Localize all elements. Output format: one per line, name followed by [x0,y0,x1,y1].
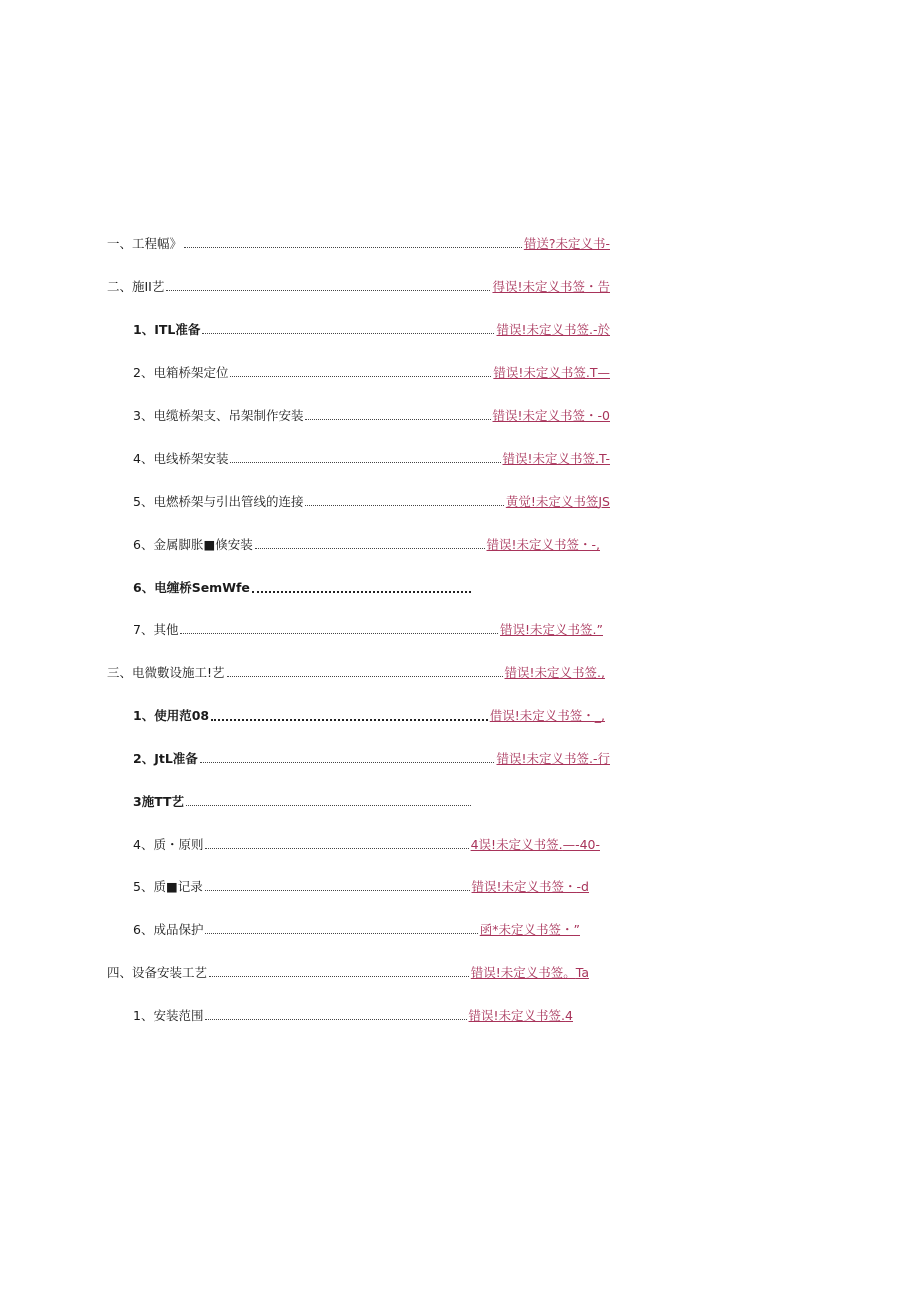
toc-entry[interactable] [133,750,610,768]
toc-entry-ref[interactable]: 错误!未定义书签. [493,365,590,380]
toc-entry-page: _, [594,708,605,723]
toc-entry-label: 6、成品保护 [133,922,204,937]
toc-entry-label: 3施TT艺 [133,794,185,809]
toc-entry[interactable] [133,836,600,854]
toc-entry[interactable] [133,921,580,939]
toc-entry-label: 5、质■记录 [133,879,203,894]
toc-entry-label: 四、设备安装工艺 [107,965,208,980]
dot-leader [255,536,485,549]
toc-entry-label: 二、施II艺 [107,279,165,294]
toc-entry-label: 4、电线桥架安装 [133,451,229,466]
toc-entry-ref[interactable]: 函*未定义书签・ [479,922,574,937]
toc-entry[interactable] [133,878,589,896]
toc-entry-label: 6、金属脚胀■倏安装 [133,537,253,552]
dot-leader [166,278,490,291]
toc-entry-ref[interactable]: 错误!未定义书签。 [470,965,576,980]
toc-entry-ref[interactable]: 错误!未定义书签. [468,1008,566,1023]
toc-entry-ref[interactable]: 错误!未定义书签 [492,408,586,423]
toc-entry[interactable] [107,235,610,253]
dot-leader [211,707,488,721]
toc-entry-label: 1、ITL准备 [133,322,201,337]
toc-entry[interactable] [133,536,600,554]
dot-leader [209,964,469,977]
toc-entry-page: JS [598,494,610,509]
toc-entry-label: 5、电燃桥架与引出管线的连接 [133,494,304,509]
toc-entry[interactable] [107,664,605,682]
dot-leader [205,1007,466,1020]
toc-entry[interactable] [133,621,603,639]
dot-leader [205,921,477,934]
dot-leader [184,235,522,248]
toc-entry-page: T— [589,365,610,380]
toc-entry-ref[interactable]: 4误!未定义书签. [470,837,563,852]
toc-entry[interactable] [107,964,589,982]
toc-entry-ref[interactable]: 错送?未定义书 [523,236,606,251]
toc-entry-label: 2、电箱桥架定位 [133,365,229,380]
toc-entry-page: -行 [592,751,610,766]
toc-entry-label: 一、工程幅》 [107,236,183,251]
dot-leader [205,878,470,891]
toc-entry[interactable] [107,278,610,296]
toc-entry-ref[interactable]: 错误!未定义书签・ [471,879,577,894]
dot-leader [186,793,471,806]
toc-entry-ref[interactable]: 错误!未定义书签. [504,665,602,680]
dot-leader [230,450,500,463]
toc-entry[interactable] [133,450,610,468]
toc-entry[interactable] [133,1007,573,1025]
toc-entry-page: -, [591,537,600,552]
toc-entry-page: 4 [565,1008,573,1023]
toc-entry[interactable] [133,579,473,597]
dot-leader [252,579,471,593]
toc-entry-ref[interactable]: 错误!未定义书签・ [486,537,592,552]
toc-entry-label: 1、使用范08 [133,708,210,723]
toc-entry-ref[interactable]: 得误!未定义书签 [492,279,585,294]
dot-leader [200,750,495,763]
toc-entry-label: 2、JtL准备 [133,751,198,766]
toc-entry[interactable] [133,493,610,511]
toc-entry-ref[interactable]: 黄觉!未定义书签 [505,494,599,509]
dot-leader [230,364,491,377]
dot-leader [305,493,503,506]
toc-entry[interactable] [133,707,605,725]
dot-leader [305,407,490,420]
dot-leader [202,321,494,334]
toc-entry-page: ” [573,922,580,937]
toc-entry-label: 三、电微數设施工!艺 [107,665,225,680]
toc-entry-page: Ta [575,965,589,980]
toc-entry-page: —-40- [562,837,600,852]
toc-entry-label: 7、其他 [133,622,179,637]
toc-entry-ref[interactable]: 错误!未定义书签. [500,622,597,637]
toc-entry-label: 6、电缠桥SemWfe [133,580,250,595]
toc-entry-label: 3、电缆桥架支、吊架制作安装 [133,408,304,423]
toc-entry-page: T- [599,451,610,466]
toc-entry-ref[interactable]: 错误!未定义书签. [502,451,599,466]
toc-entry-page: - [605,236,610,251]
toc-entry-ref[interactable]: 错误!未定义书签. [496,751,593,766]
toc-entry[interactable] [133,407,610,425]
toc-entry-page: ・告 [584,279,610,294]
toc-entry[interactable] [133,793,473,811]
dot-leader [180,621,498,634]
toc-entry[interactable] [133,364,610,382]
toc-entry[interactable] [133,321,610,339]
toc-entry-page: -d [576,879,589,894]
dot-leader [227,664,503,677]
toc-entry-page: , [601,665,605,680]
toc-entry-ref[interactable]: 借误!未定义书签・ [489,708,595,723]
toc-entry-page: ” [596,622,603,637]
toc-entry-page: ・-0 [585,408,610,423]
toc-entry-page: -於 [592,322,610,337]
toc-entry-label: 4、质・原则 [133,837,204,852]
toc-entry-ref[interactable]: 错误!未定义书签. [496,322,593,337]
toc-entry-label: 1、安装范围 [133,1008,204,1023]
dot-leader [205,836,468,849]
